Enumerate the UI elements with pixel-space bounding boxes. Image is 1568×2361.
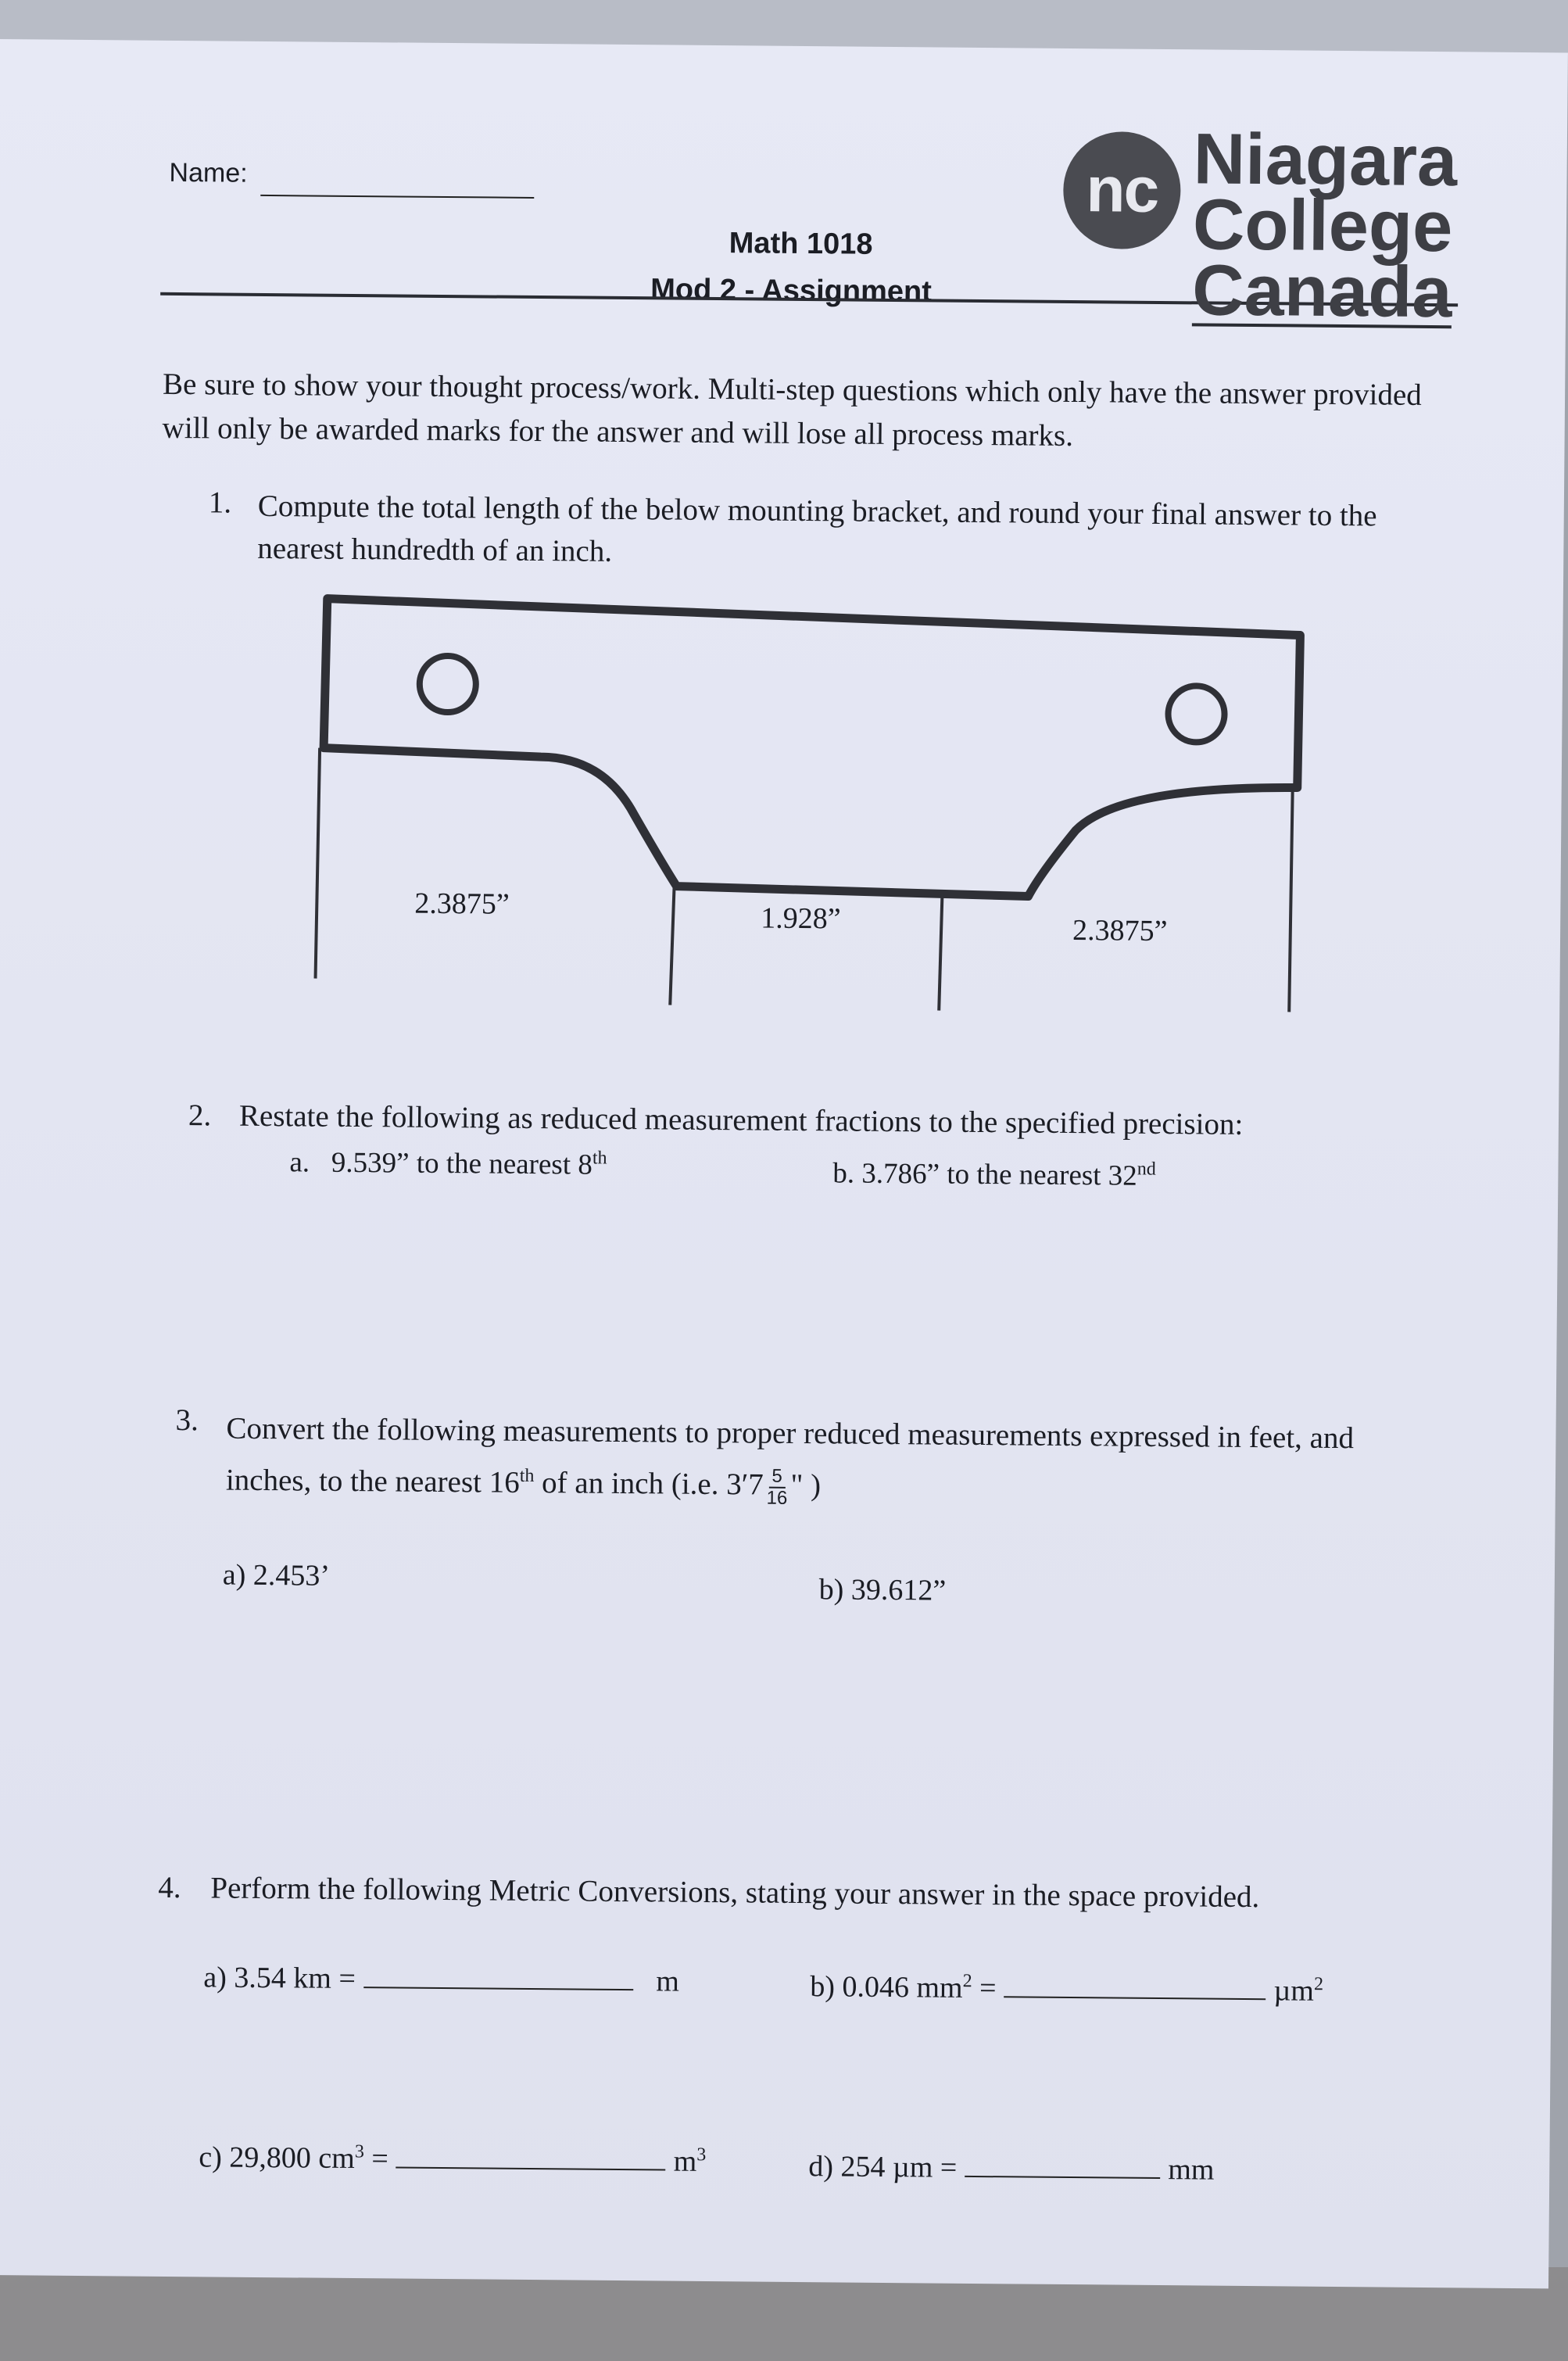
conversion-b-unit: µm (1273, 1974, 1315, 2008)
dimension-label-center: 1.928” (761, 901, 841, 936)
conversion-c-answer-blank[interactable] (396, 2167, 666, 2171)
conversion-d-prefix: d) 254 µm = (808, 2150, 958, 2184)
dimension-label-right: 2.3875” (1072, 914, 1168, 948)
conversion-b-prefix: b) 0.046 mm (810, 1970, 963, 2005)
question-2-text: Restate the following as reduced measurement fractions to the specified precision: (238, 1098, 1244, 1141)
example-fraction-numerator: 5 (768, 1467, 786, 1489)
conversion-a-answer-blank[interactable] (363, 1987, 633, 1990)
conversion-c-sup: 3 (354, 2141, 365, 2162)
worksheet-page (0, 39, 1568, 2288)
dimension-line-1 (316, 748, 320, 979)
instructions: Be sure to show your thought process/work. Multi-step questions which only have the answer provided will only be awarded marks for the answer and will lose all process marks. (162, 367, 1422, 453)
question-2a (289, 1145, 607, 1182)
example-fraction (766, 1467, 787, 1509)
question-3-text-after: of an inch (i.e. 3′7 (534, 1466, 764, 1502)
name-label: Name: (169, 157, 248, 188)
question-2b-sup: nd (1137, 1159, 1156, 1180)
college-logo-text (1191, 119, 1458, 333)
question-3-sup: th (519, 1465, 535, 1487)
logo-line-3: Canada (1191, 250, 1453, 333)
question-2-number: 2. (188, 1098, 212, 1133)
conversion-b-eq: = (972, 1971, 997, 2005)
question-3-text-main: Convert the following measurements to proper reduced measurements expressed in feet, and inches, to the nearest 16 (225, 1411, 1355, 1499)
conversion-a-unit: m (656, 1965, 680, 1998)
question-1-number: 1. (208, 485, 232, 520)
conversion-c-eq: = (363, 2142, 388, 2176)
name-blank (260, 195, 534, 199)
question-2b-value: b. 3.786” to the nearest 32 (832, 1157, 1137, 1192)
dimension-label-left: 2.3875” (414, 887, 510, 921)
conversion-c-prefix: c) 29,800 cm (199, 2141, 355, 2176)
conversion-b-unit-sup: 2 (1313, 1974, 1324, 1995)
question-3-number: 3. (175, 1403, 199, 1438)
question-3-text (226, 1403, 1430, 1517)
dimension-line-4 (1289, 787, 1293, 1012)
question-2a-sup: th (592, 1148, 607, 1169)
question-3-example-close: " ) (790, 1467, 822, 1503)
conversion-a-prefix: a) 3.54 km = (203, 1961, 356, 1996)
question-4-number: 4. (158, 1870, 181, 1905)
conversion-b-answer-blank[interactable] (1004, 1996, 1265, 2000)
example-fraction-denominator: 16 (766, 1487, 788, 1509)
question-4-text: Perform the following Metric Conversions, stating your answer in the space provided. (210, 1871, 1260, 1915)
assignment-title: Mod 2 - Assignment (650, 273, 933, 309)
mounting-bracket-diagram (304, 589, 1324, 1019)
logo-line-2: College (1192, 185, 1453, 267)
dimension-line-3 (939, 892, 942, 1011)
question-3b: b) 39.612” (818, 1573, 947, 1607)
conversion-d-answer-blank[interactable] (965, 2176, 1160, 2179)
conversion-d-unit: mm (1168, 2153, 1215, 2187)
question-2a-label: a. (289, 1146, 310, 1179)
conversion-c-unit-sup: 3 (696, 2144, 707, 2166)
conversion-b-sup: 2 (962, 1971, 972, 1992)
question-1-text: Compute the total length of the below mounting bracket, and round your final answer to the nearest hundredth of an inch. (257, 489, 1377, 568)
dimension-line-2 (670, 887, 674, 1005)
bracket-outline (323, 599, 1301, 899)
conversion-c-unit: m (673, 2144, 697, 2178)
mounting-hole-right (1168, 686, 1225, 743)
conversion-d (808, 2149, 1215, 2187)
college-logo-mark: nc (1063, 131, 1181, 249)
logo-line-1: Niagara (1193, 119, 1458, 202)
question-2a-value: 9.539” to the nearest 8 (331, 1146, 592, 1181)
conversion-b (810, 1969, 1323, 2008)
conversion-a (203, 1960, 679, 1998)
conversion-c (199, 2140, 706, 2179)
course-title: Math 1018 (729, 227, 873, 261)
question-3a: a) 2.453’ (222, 1558, 331, 1593)
question-2b (832, 1156, 1156, 1193)
mounting-hole-left (420, 656, 477, 713)
